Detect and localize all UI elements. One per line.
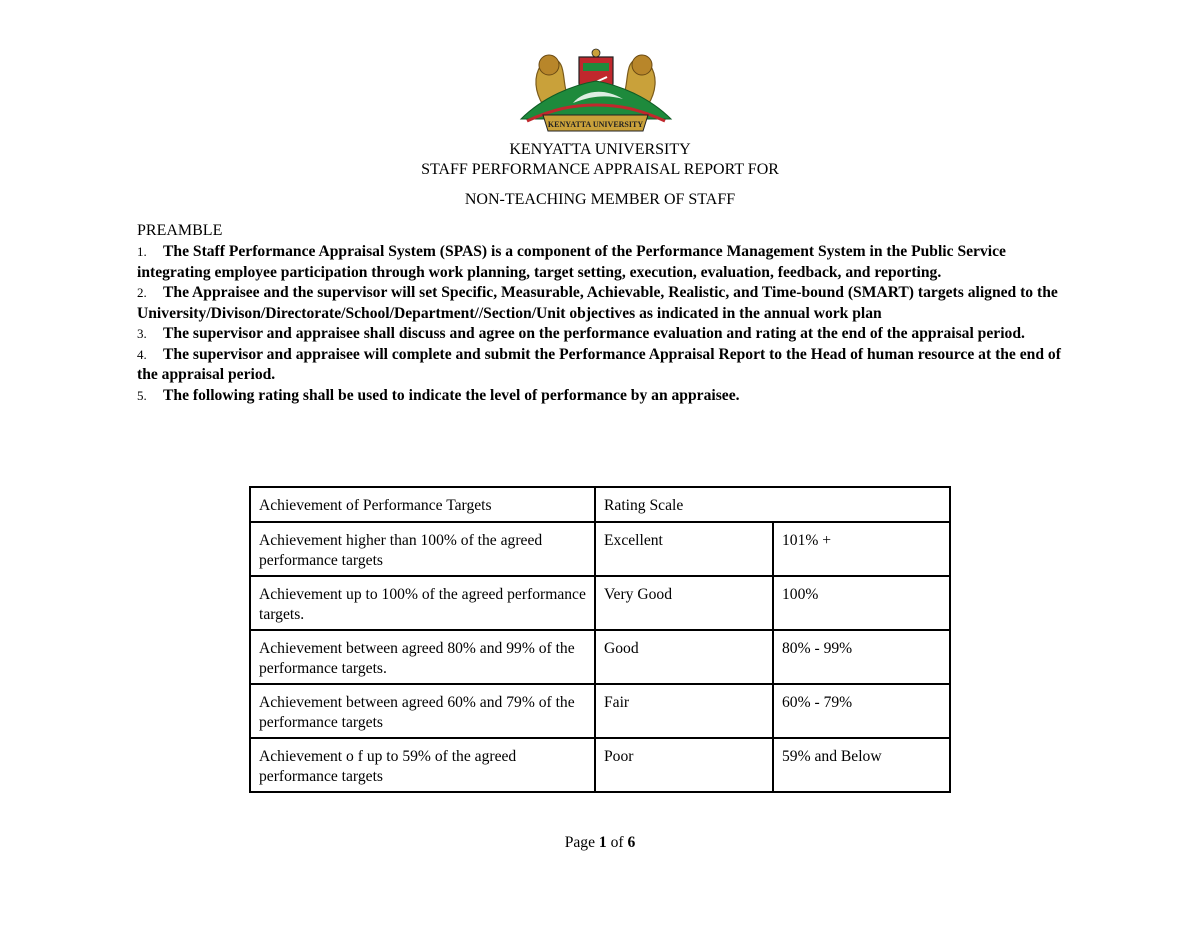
- page-footer: [0, 834, 1200, 852]
- page-number: 1: [598, 834, 607, 851]
- range-cell: 100%: [773, 576, 950, 630]
- rating-cell: Fair: [595, 684, 773, 738]
- rating-table: [249, 486, 951, 793]
- rating-cell: Excellent: [595, 522, 773, 576]
- list-item: 5. The following rating shall be used to indicate the level of performance by an appraisee.: [137, 386, 740, 404]
- page-word: Page: [564, 834, 595, 851]
- svg-text:KENYATTA UNIVERSITY: KENYATTA UNIVERSITY: [547, 120, 644, 129]
- range-cell: 60% - 79%: [773, 684, 950, 738]
- header-achievement: Achievement of Performance Targets: [250, 487, 595, 522]
- range-cell: 59% and Below: [773, 738, 950, 792]
- kenyatta-university-coat-of-arms-icon: [513, 47, 678, 140]
- university-name: KENYATTA UNIVERSITY: [509, 141, 691, 158]
- report-title: STAFF PERFORMANCE APPRAISAL REPORT FOR: [421, 161, 779, 178]
- rating-cell: Very Good: [595, 576, 773, 630]
- range-cell: 101% +: [773, 522, 950, 576]
- table-row: [250, 522, 950, 576]
- of-word: of: [610, 834, 624, 851]
- achievement-cell: Achievement o f up to 59% of the agreed performance targets: [250, 738, 595, 792]
- rating-cell: Poor: [595, 738, 773, 792]
- range-cell: 80% - 99%: [773, 630, 950, 684]
- table-row: [250, 738, 950, 792]
- table-row: [250, 684, 950, 738]
- achievement-cell: Achievement up to 100% of the agreed performance targets.: [250, 576, 595, 630]
- list-item: 4. The supervisor and appraisee will complete and submit the Performance Appraisal Report to the Head of human resource at the end of the appraisal period.: [137, 345, 1061, 383]
- report-subtitle: NON-TEACHING MEMBER OF STAFF: [464, 191, 736, 208]
- table-row: [250, 576, 950, 630]
- preamble-heading: PREAMBLE: [137, 222, 223, 239]
- achievement-cell: Achievement higher than 100% of the agreed performance targets: [250, 522, 595, 576]
- header-rating-scale: Rating Scale: [595, 487, 950, 522]
- list-item: 3. The supervisor and appraisee shall discuss and agree on the performance evaluation and rating at the end of the appraisal period.: [137, 325, 1025, 342]
- achievement-cell: Achievement between agreed 80% and 99% of the performance targets.: [250, 630, 595, 684]
- rating-cell: Good: [595, 630, 773, 684]
- list-item: 1. The Staff Performance Appraisal System (SPAS) is a component of the Performance Management System in the Public Service integrating employee participation through work planning, target setting, execution, evaluation, feedback, and reporting.: [137, 243, 1006, 281]
- page-total: 6: [627, 834, 636, 851]
- table-row: [250, 630, 950, 684]
- table-header-row: [250, 487, 950, 522]
- achievement-cell: Achievement between agreed 60% and 79% of the performance targets: [250, 684, 595, 738]
- list-item: 2. The Appraisee and the supervisor will set Specific, Measurable, Achievable, Realistic, and Time-bound (SMART) targets aligned to the University/Divison/Directorate/School/Department//Section/Unit objectives as indicated in the annual work plan: [137, 284, 1058, 322]
- preamble-list: [137, 242, 1082, 406]
